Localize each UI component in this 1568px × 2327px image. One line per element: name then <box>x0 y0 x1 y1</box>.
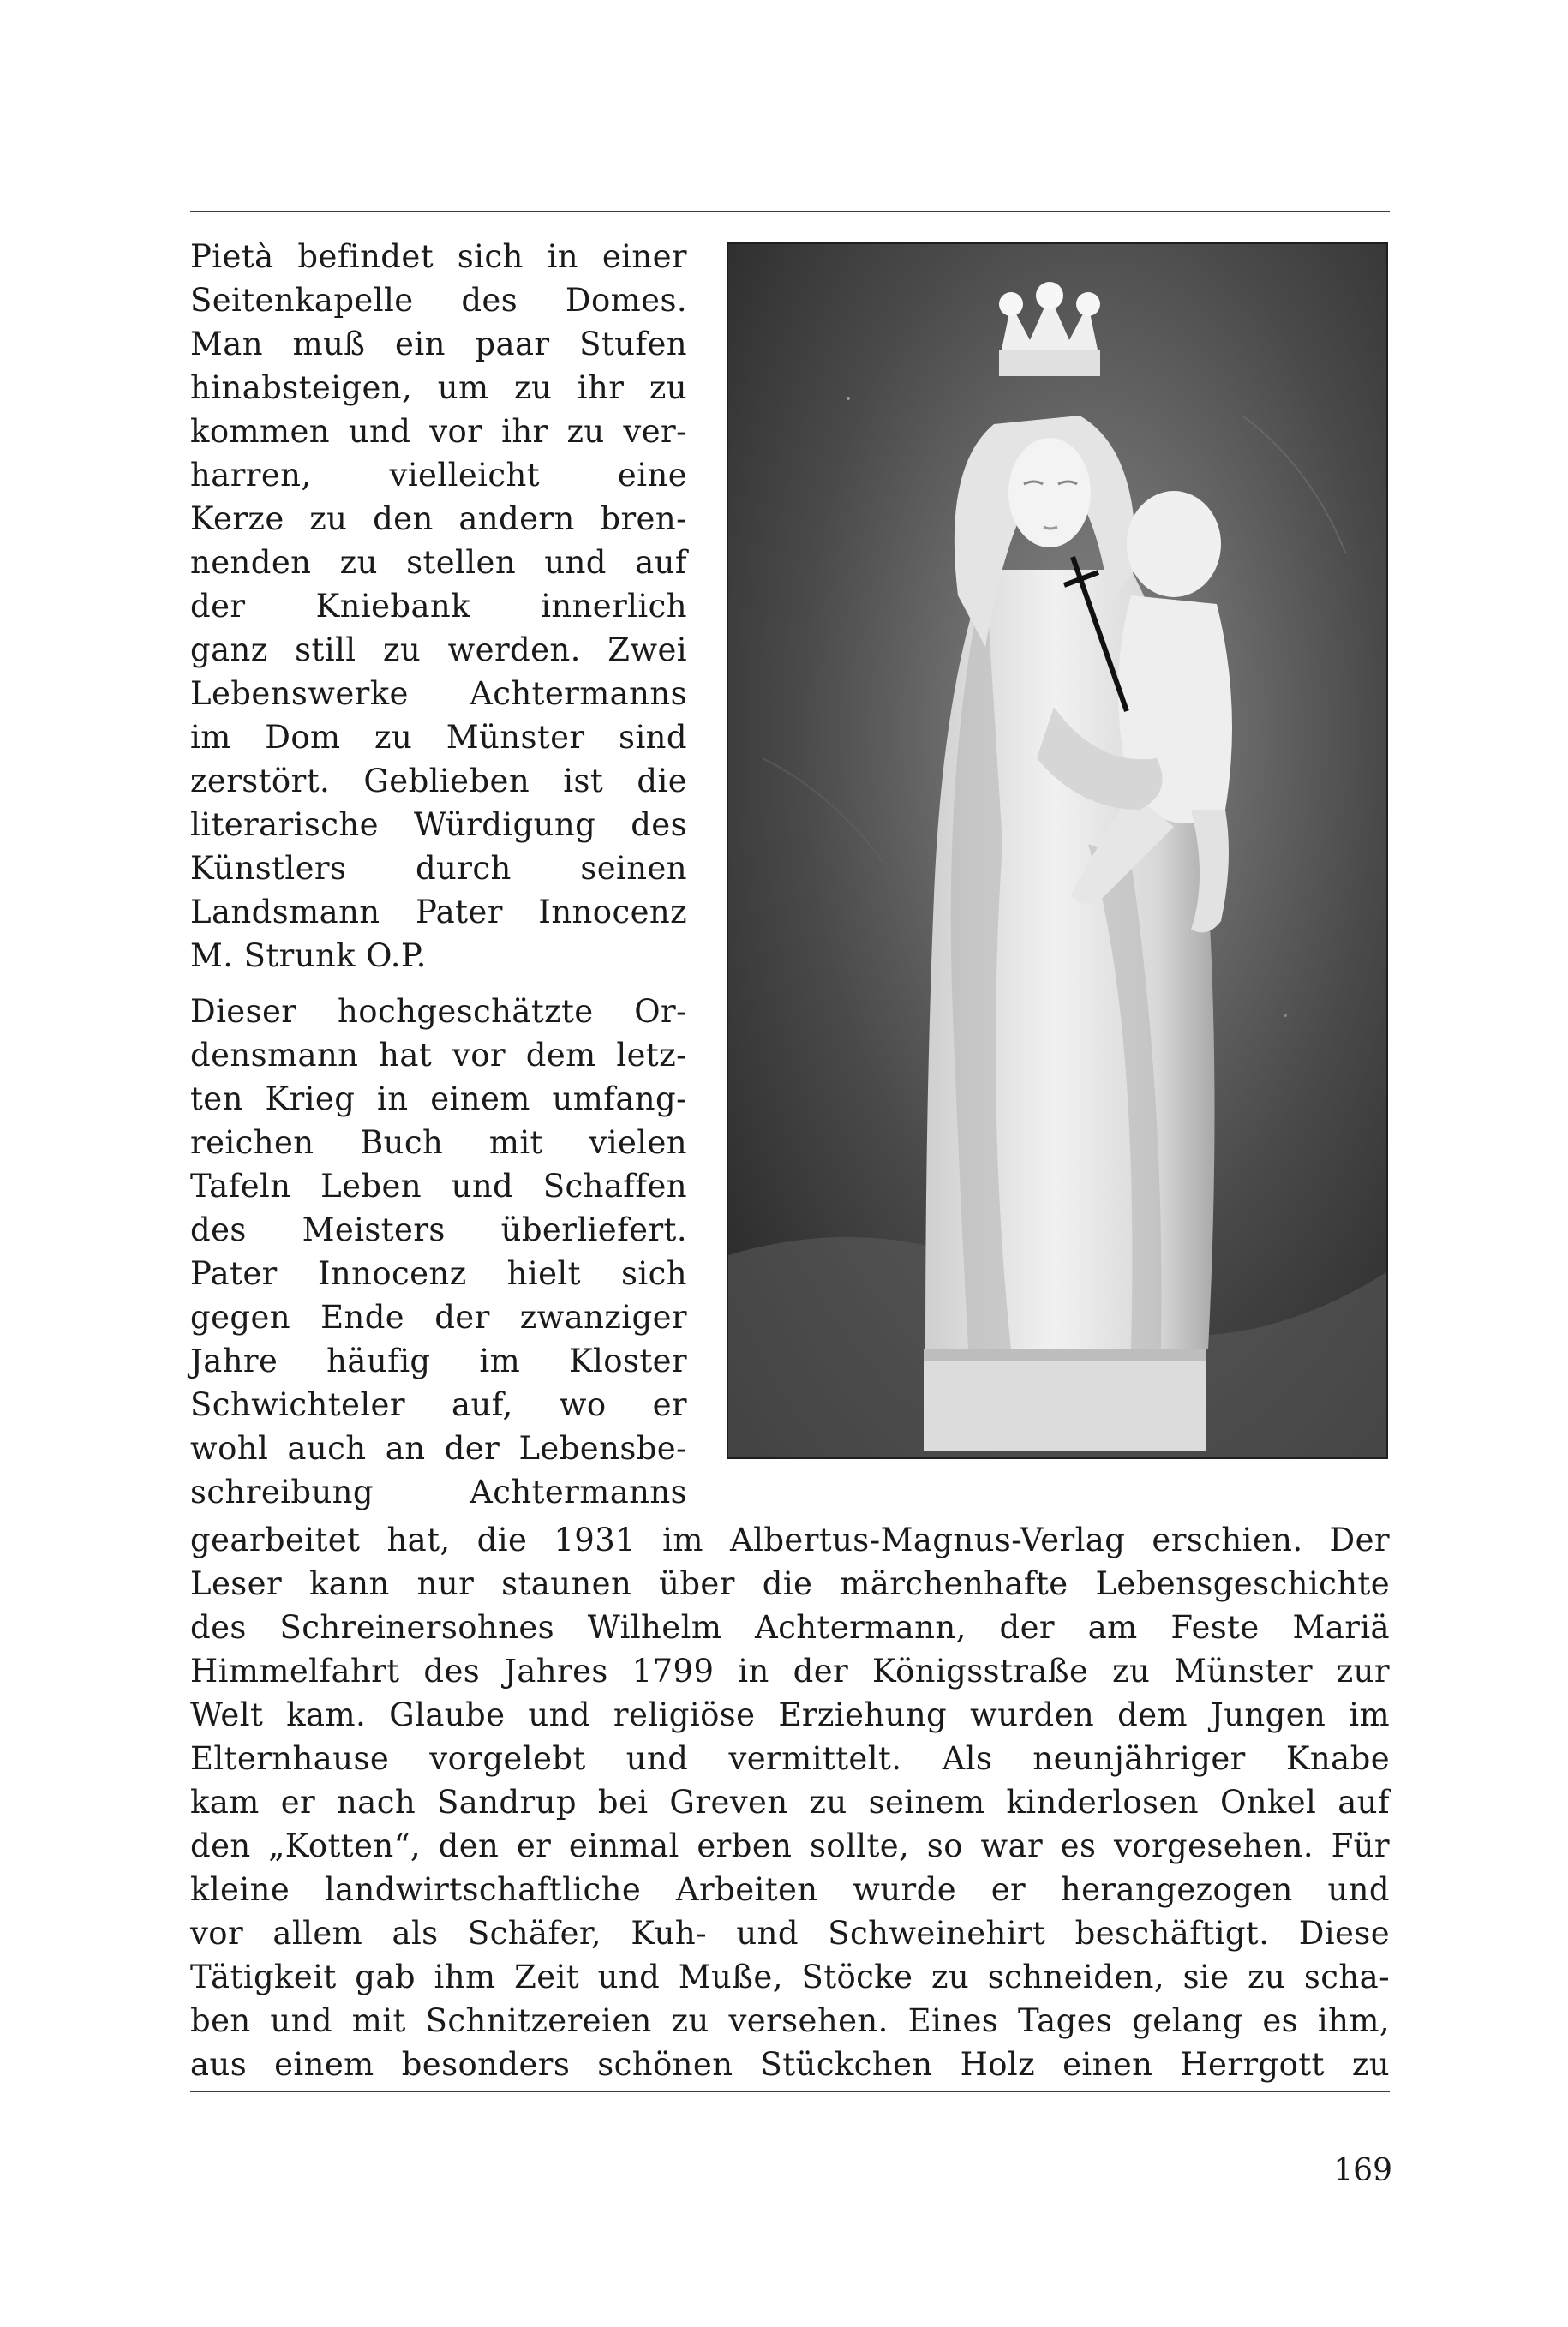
madonna-face <box>1008 438 1091 547</box>
statue-base <box>924 1349 1206 1451</box>
text-line: hinabsteigen, um zu ihr zu <box>190 369 687 406</box>
text-line: den „Kotten“, den er einmal erben sollte, so war es vorgesehen. Für <box>190 1828 1390 1864</box>
text-line: Jahre häufig im Kloster <box>190 1343 687 1379</box>
text-line: M. Strunk O.P. <box>190 937 427 974</box>
page-number: 169 <box>1333 2153 1392 2188</box>
text-line: wohl auch an der Lebensbe- <box>190 1430 687 1467</box>
text-line: kleine landwirtschaftliche Arbeiten wurde er herangezogen und <box>190 1871 1390 1908</box>
left-column-text <box>190 235 687 1514</box>
text-line: Man muß ein paar Stufen <box>190 326 687 362</box>
text-line: Künstlers durch seinen <box>190 850 687 887</box>
text-line: kommen und vor ihr zu ver- <box>190 413 687 450</box>
text-line: schreibung Achtermanns <box>190 1474 687 1510</box>
child-head <box>1127 491 1221 597</box>
text-line: Tätigkeit gab ihm Zeit und Muße, Stöcke zu schneiden, sie zu scha- <box>190 1959 1390 1995</box>
text-line: reichen Buch mit vielen <box>190 1124 687 1161</box>
text-line: aus einem besonders schönen Stückchen Holz einen Herrgott zu <box>190 2046 1390 2083</box>
top-rule <box>190 211 1390 212</box>
text-line: Pater Innocenz hielt sich <box>190 1255 687 1292</box>
text-line: vor allem als Schäfer, Kuh- und Schweinehirt beschäftigt. Diese <box>190 1915 1390 1952</box>
text-line: Dieser hochgeschätzte Or- <box>190 993 687 1030</box>
text-line: des Schreinersohnes Wilhelm Achtermann, der am Feste Mariä <box>190 1609 1390 1646</box>
bottom-rule <box>190 2091 1390 2092</box>
text-line: im Dom zu Münster sind <box>190 719 687 756</box>
text-line: Himmelfahrt des Jahres 1799 in der Königsstraße zu Münster zur <box>190 1653 1390 1690</box>
text-line: ganz still zu werden. Zwei <box>190 631 687 668</box>
text-line: Kerze zu den andern bren- <box>190 500 687 537</box>
text-line: nenden zu stellen und auf <box>190 544 687 581</box>
text-line: gearbeitet hat, die 1931 im Albertus-Magnus-Verlag erschien. Der <box>190 1522 1390 1558</box>
text-line: zerstört. Geblieben ist die <box>190 763 687 799</box>
text-line: ten Krieg in einem umfang- <box>190 1080 687 1117</box>
text-line: Landsmann Pater Innocenz <box>190 894 687 930</box>
text-line: Schwichteler auf, wo er <box>190 1386 687 1423</box>
full-width-text <box>190 1518 1390 2086</box>
text-line: Seitenkapelle des Domes. <box>190 282 687 319</box>
text-line: Welt kam. Glaube und religiöse Erziehung wurden dem Jungen im <box>190 1696 1390 1733</box>
text-line: gegen Ende der zwanziger <box>190 1299 687 1336</box>
text-line: der Kniebank innerlich <box>190 588 687 625</box>
text-line: Tafeln Leben und Schaffen <box>190 1168 687 1205</box>
text-line: Leser kann nur staunen über die märchenhafte Lebensgeschichte <box>190 1565 1390 1602</box>
text-line: literarische Würdigung des <box>190 806 687 843</box>
text-line: kam er nach Sandrup bei Greven zu seinem kinderlosen Onkel auf <box>190 1784 1390 1821</box>
text-line: ben und mit Schnitzereien zu versehen. Eines Tages gelang es ihm, <box>190 2002 1390 2039</box>
text-line: densmann hat vor dem letz- <box>190 1037 687 1074</box>
text-line: des Meisters überliefert. <box>190 1211 687 1248</box>
text-line: Pietà befindet sich in einer <box>190 238 687 275</box>
text-line: harren, vielleicht eine <box>190 457 687 494</box>
madonna-statue-photo <box>727 242 1388 1459</box>
text-line: Lebenswerke Achtermanns <box>190 675 687 712</box>
text-line: Elternhause vorgelebt und vermittelt. Als neunjähriger Knabe <box>190 1740 1390 1777</box>
